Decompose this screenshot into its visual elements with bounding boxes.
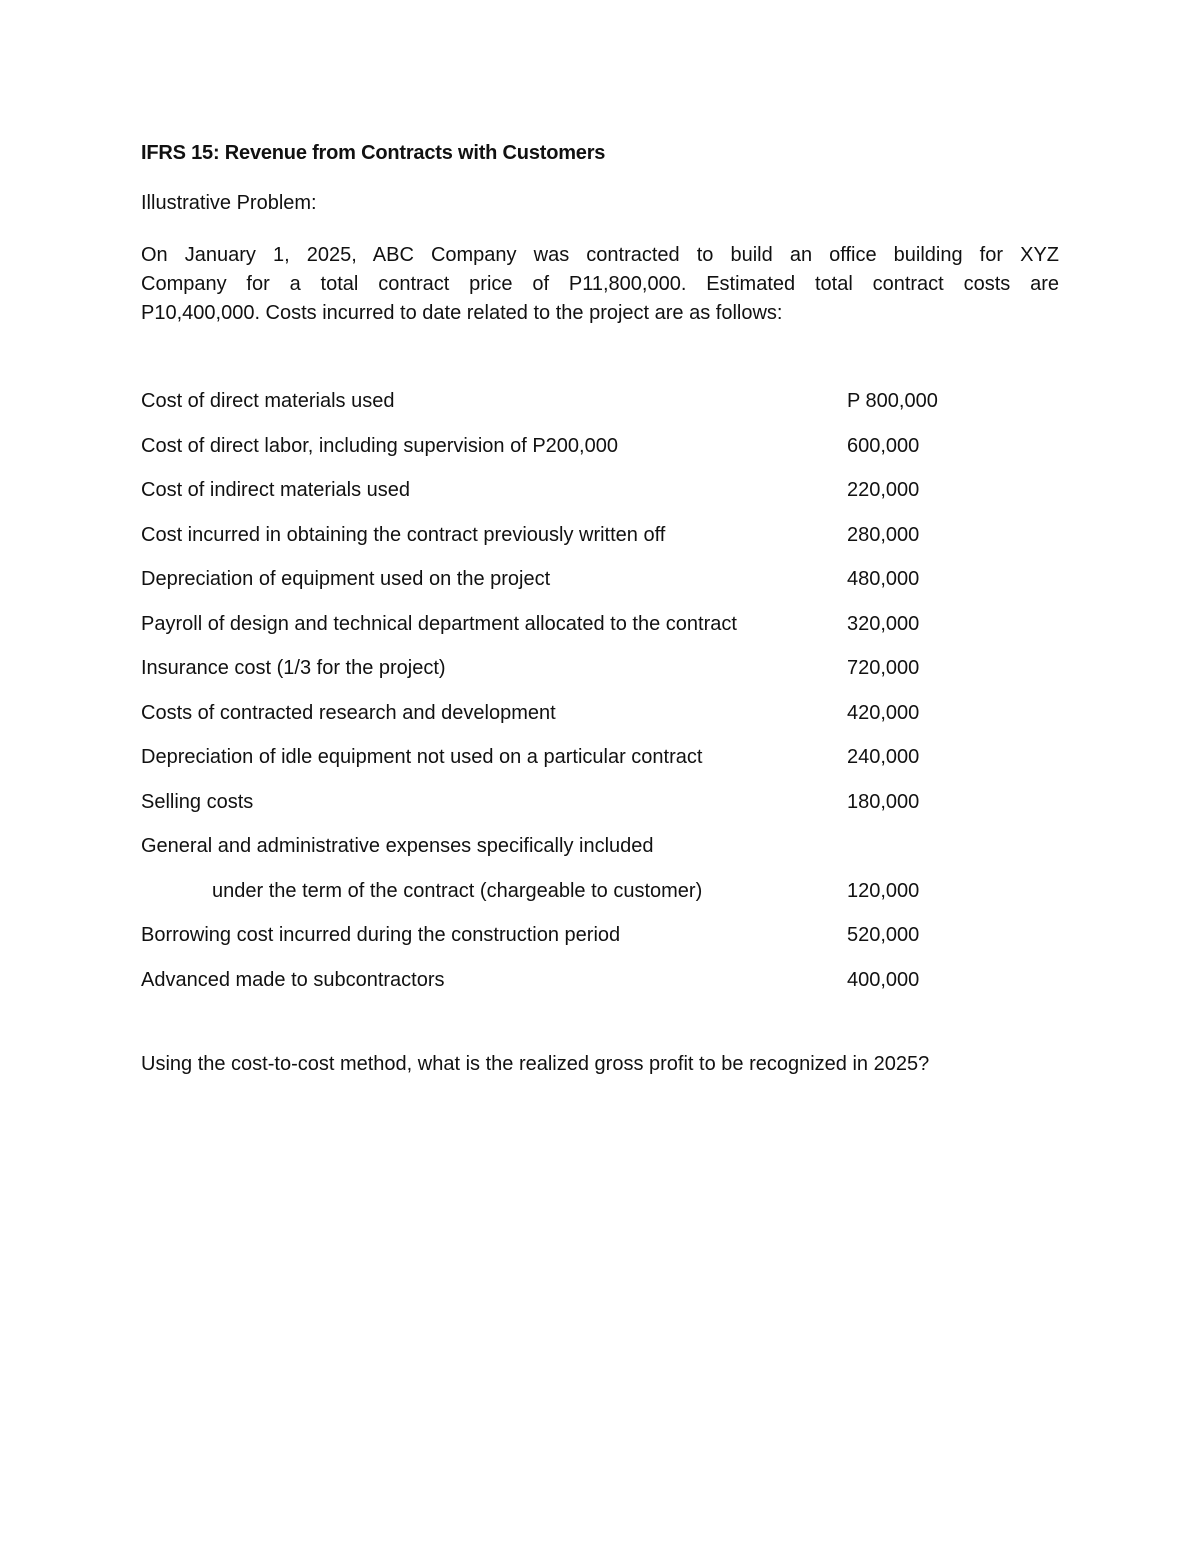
cost-label: Cost incurred in obtaining the contract previously written off — [141, 523, 666, 546]
document-title: IFRS 15: Revenue from Contracts with Customers — [141, 142, 606, 164]
cost-amount: 240,000 — [847, 746, 920, 768]
cost-label: Cost of direct labor, including supervision of P200,000 — [141, 434, 618, 457]
cost-row — [141, 431, 971, 476]
cost-row — [141, 653, 971, 698]
cost-amount: 320,000 — [847, 612, 920, 635]
intro-line: Company for a total contract price of P11,800,000. Estimated total contract costs are — [141, 273, 1059, 295]
cost-label: Payroll of design and technical department allocated to the contract — [141, 612, 737, 635]
cost-amount: 180,000 — [847, 790, 920, 813]
cost-amount: 720,000 — [847, 657, 920, 679]
cost-row — [141, 386, 971, 431]
cost-list — [141, 386, 971, 1009]
cost-amount: 280,000 — [847, 523, 920, 546]
intro-line: P10,400,000. Costs incurred to date related to the project are as follows: — [141, 302, 783, 324]
cost-label: Depreciation of idle equipment not used on a particular contract — [141, 746, 703, 768]
problem-heading: Illustrative Problem: — [141, 192, 317, 214]
cost-row — [141, 831, 971, 876]
cost-label: Insurance cost (1/3 for the project) — [141, 657, 446, 679]
cost-row — [141, 965, 971, 1010]
cost-label: Advanced made to subcontractors — [141, 968, 445, 991]
intro-line: On January 1, 2025, ABC Company was contracted to build an office building for XYZ — [141, 244, 1059, 266]
cost-amount: 520,000 — [847, 924, 920, 946]
cost-label: Cost of indirect materials used — [141, 479, 411, 501]
cost-label: under the term of the contract (chargeable to customer) — [212, 879, 703, 902]
cost-row — [141, 742, 971, 787]
cost-label: Borrowing cost incurred during the construction period — [141, 924, 621, 946]
cost-row — [141, 698, 971, 743]
cost-amount: P 800,000 — [847, 390, 938, 412]
cost-row — [141, 876, 971, 921]
cost-amount: 480,000 — [847, 568, 920, 590]
cost-amount: 600,000 — [847, 434, 920, 457]
cost-amount: 400,000 — [847, 968, 920, 991]
cost-label: Costs of contracted research and development — [141, 701, 556, 724]
cost-amount: 120,000 — [847, 879, 920, 902]
problem-question: Using the cost-to-cost method, what is the realized gross profit to be recognized in 2025? — [141, 1053, 930, 1075]
cost-row — [141, 475, 971, 520]
cost-row — [141, 920, 971, 965]
cost-amount: 420,000 — [847, 701, 920, 724]
cost-label: Depreciation of equipment used on the project — [141, 568, 551, 590]
problem-intro-paragraph — [141, 241, 1059, 328]
cost-row — [141, 564, 971, 609]
cost-row — [141, 787, 971, 832]
cost-label: Cost of direct materials used — [141, 390, 395, 412]
cost-amount: 220,000 — [847, 479, 920, 501]
cost-row — [141, 520, 971, 565]
cost-row — [141, 609, 971, 654]
cost-label: General and administrative expenses specifically included — [141, 835, 654, 857]
cost-label: Selling costs — [141, 790, 254, 813]
